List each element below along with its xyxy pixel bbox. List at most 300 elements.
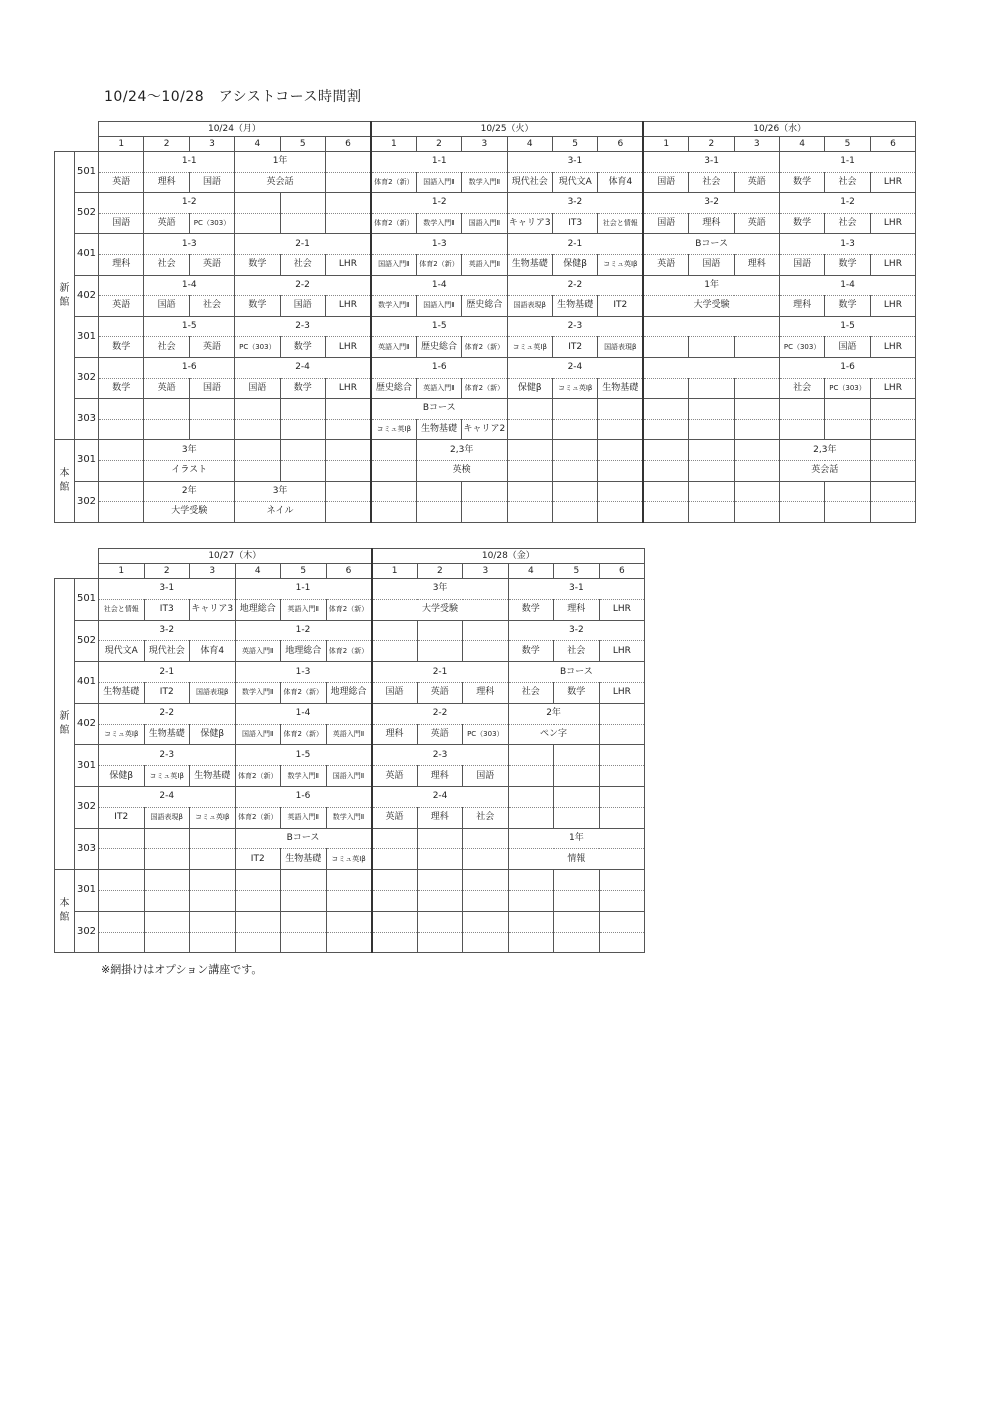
- subject-cell: 生物基礎: [552, 296, 597, 317]
- subject-cell: LHR: [870, 296, 915, 317]
- subject-cell: 数学: [779, 213, 824, 234]
- subject-cell: 数学入門Ⅱ: [371, 296, 416, 317]
- room-label: 501: [75, 152, 99, 193]
- class-group-cell: [235, 440, 280, 461]
- subject-cell: [416, 502, 461, 523]
- class-group-cell: 2-1: [235, 234, 371, 255]
- period-header: 2: [689, 137, 734, 152]
- class-group-cell: [507, 481, 552, 502]
- subject-cell: PC（303）: [825, 378, 870, 399]
- subject-cell: 社会: [779, 378, 824, 399]
- class-group-cell: [870, 481, 915, 502]
- subject-cell: イラスト: [144, 460, 235, 481]
- class-group-cell: 3-1: [99, 579, 236, 600]
- class-group-cell: 2-1: [507, 234, 643, 255]
- class-group-cell: [281, 870, 327, 891]
- class-group-cell: [144, 911, 190, 932]
- subject-cell: [190, 932, 236, 953]
- subject-cell: [689, 460, 734, 481]
- subject-cell: 数学: [779, 172, 824, 193]
- class-group-cell: [734, 399, 779, 420]
- class-group-cell: 1-4: [371, 275, 507, 296]
- subject-cell: [643, 337, 688, 358]
- class-group-cell: 3年: [372, 579, 509, 600]
- class-group-cell: [416, 481, 461, 502]
- subject-cell: 国語入門Ⅱ: [371, 254, 416, 275]
- subject-cell: 保健β: [507, 378, 552, 399]
- subject-cell: [552, 460, 597, 481]
- class-group-cell: 1-5: [371, 316, 507, 337]
- subject-cell: [779, 419, 824, 440]
- subject-cell: 社会: [825, 213, 870, 234]
- subject-cell: [643, 419, 688, 440]
- subject-cell: [417, 849, 463, 870]
- class-group-cell: [598, 481, 643, 502]
- subject-cell: 体育2（新）: [416, 254, 461, 275]
- class-group-cell: 3-1: [643, 152, 779, 173]
- subject-cell: [99, 419, 144, 440]
- subject-cell: [325, 213, 370, 234]
- room-label: 402: [75, 703, 99, 745]
- class-group-cell: 1-2: [235, 620, 372, 641]
- class-group-cell: [189, 399, 234, 420]
- subject-cell: 現代文A: [99, 641, 145, 662]
- class-group-cell: [599, 745, 645, 766]
- subject-cell: 体育2（新）: [462, 337, 507, 358]
- day-header: 10/26（水）: [643, 122, 915, 137]
- room-label: 401: [75, 234, 99, 275]
- class-group-cell: [463, 828, 509, 849]
- class-group-cell: 2-2: [235, 275, 371, 296]
- class-group-cell: [99, 870, 145, 891]
- class-group-cell: [144, 870, 190, 891]
- subject-cell: 国語表現β: [598, 337, 643, 358]
- subject-cell: [599, 724, 645, 745]
- subject-cell: [508, 807, 554, 828]
- class-group-cell: 2-3: [99, 745, 236, 766]
- class-group-cell: [371, 481, 416, 502]
- period-header: 5: [281, 564, 327, 579]
- class-group-cell: 2,3年: [779, 440, 870, 461]
- subject-cell: 数学入門Ⅱ: [326, 807, 372, 828]
- period-header: 3: [189, 137, 234, 152]
- room-label: 302: [75, 481, 99, 522]
- class-group-cell: [99, 152, 144, 173]
- subject-cell: [235, 419, 280, 440]
- subject-cell: 大学受験: [144, 502, 235, 523]
- class-group-cell: [281, 911, 327, 932]
- subject-cell: 国語: [99, 213, 144, 234]
- subject-cell: 国語入門Ⅱ: [416, 296, 461, 317]
- subject-cell: コミュ英Ⅰβ: [190, 807, 236, 828]
- class-group-cell: 2-1: [99, 662, 236, 683]
- subject-cell: 数学: [280, 337, 325, 358]
- period-header: 3: [734, 137, 779, 152]
- subject-cell: 地理総合: [326, 682, 372, 703]
- class-group-cell: 1-6: [779, 357, 915, 378]
- subject-cell: [326, 890, 372, 911]
- class-group-cell: [552, 399, 597, 420]
- subject-cell: [281, 932, 327, 953]
- subject-cell: 保健β: [552, 254, 597, 275]
- subject-cell: 数学入門Ⅱ: [281, 766, 327, 787]
- subject-cell: IT2: [552, 337, 597, 358]
- subject-cell: [371, 502, 416, 523]
- class-group-cell: [99, 399, 144, 420]
- period-header: 3: [190, 564, 236, 579]
- subject-cell: 国語表現β: [144, 807, 190, 828]
- class-group-cell: [779, 481, 824, 502]
- subject-cell: 体育2（新）: [281, 724, 327, 745]
- class-group-cell: [325, 152, 370, 173]
- class-group-cell: 2-3: [507, 316, 643, 337]
- subject-cell: [325, 460, 370, 481]
- class-group-cell: 2-1: [372, 662, 509, 683]
- subject-cell: IT2: [598, 296, 643, 317]
- class-group-cell: [552, 440, 597, 461]
- subject-cell: 国語: [235, 378, 280, 399]
- subject-cell: LHR: [870, 378, 915, 399]
- day-header: 10/24（月）: [99, 122, 371, 137]
- class-group-cell: [235, 193, 280, 214]
- subject-cell: ペン字: [508, 724, 599, 745]
- subject-cell: 生物基礎: [281, 849, 327, 870]
- class-group-cell: 3-2: [99, 620, 236, 641]
- class-group-cell: [417, 828, 463, 849]
- subject-cell: [599, 932, 645, 953]
- subject-cell: [371, 460, 416, 481]
- subject-cell: [554, 766, 600, 787]
- class-group-cell: 1-5: [144, 316, 235, 337]
- room-label: 302: [75, 911, 99, 953]
- subject-cell: LHR: [325, 254, 370, 275]
- subject-cell: LHR: [870, 172, 915, 193]
- subject-cell: [325, 419, 370, 440]
- class-group-cell: 1-4: [235, 703, 372, 724]
- class-group-cell: [870, 440, 915, 461]
- class-group-cell: 1-2: [371, 193, 507, 214]
- class-group-cell: 1-6: [144, 357, 235, 378]
- subject-cell: コミュ英Ⅰβ: [371, 419, 416, 440]
- subject-cell: 理科: [779, 296, 824, 317]
- building-label: 新館: [55, 579, 75, 870]
- period-header: 6: [870, 137, 915, 152]
- class-group-cell: [99, 440, 144, 461]
- period-header: 6: [598, 137, 643, 152]
- class-group-cell: [507, 399, 552, 420]
- subject-cell: 現代社会: [507, 172, 552, 193]
- subject-cell: PC（303）: [189, 213, 234, 234]
- subject-cell: 地理総合: [235, 599, 281, 620]
- subject-cell: 国語入門Ⅱ: [416, 172, 461, 193]
- subject-cell: LHR: [870, 213, 915, 234]
- room-label: 402: [75, 275, 99, 316]
- day-header: 10/28（金）: [372, 549, 645, 564]
- subject-cell: 体育4: [598, 172, 643, 193]
- subject-cell: LHR: [599, 599, 645, 620]
- subject-cell: 数学入門Ⅱ: [235, 682, 281, 703]
- class-group-cell: 2-4: [235, 357, 371, 378]
- class-group-cell: 2-4: [372, 786, 509, 807]
- class-group-cell: 3-1: [507, 152, 643, 173]
- class-group-cell: [554, 870, 600, 891]
- subject-cell: 理科: [463, 682, 509, 703]
- subject-cell: 体育2（新）: [235, 807, 281, 828]
- subject-cell: 現代文A: [552, 172, 597, 193]
- subject-cell: IT3: [552, 213, 597, 234]
- building-label: 本館: [55, 440, 75, 522]
- subject-cell: 英語入門Ⅱ: [281, 807, 327, 828]
- class-group-cell: Bコース: [371, 399, 507, 420]
- subject-cell: 体育2（新）: [462, 378, 507, 399]
- subject-cell: キャリア2: [462, 419, 507, 440]
- subject-cell: [599, 890, 645, 911]
- subject-cell: 数学: [235, 254, 280, 275]
- subject-cell: 国語表現β: [190, 682, 236, 703]
- class-group-cell: [508, 745, 554, 766]
- subject-cell: [643, 502, 688, 523]
- room-label: 303: [75, 399, 99, 440]
- subject-cell: IT2: [144, 682, 190, 703]
- subject-cell: [689, 337, 734, 358]
- period-header: 1: [99, 137, 144, 152]
- class-group-cell: [463, 620, 509, 641]
- class-group-cell: 1-5: [235, 745, 372, 766]
- class-group-cell: [599, 786, 645, 807]
- page-title: 10/24〜10/28 アシストコース時間割: [104, 89, 362, 105]
- class-group-cell: 2-2: [507, 275, 643, 296]
- subject-cell: 社会: [508, 682, 554, 703]
- class-group-cell: 1-1: [371, 152, 507, 173]
- class-group-cell: [99, 234, 144, 255]
- subject-cell: 国語入門Ⅱ: [326, 766, 372, 787]
- period-header: 2: [144, 564, 190, 579]
- subject-cell: [325, 172, 370, 193]
- period-header: 5: [825, 137, 870, 152]
- subject-cell: [508, 766, 554, 787]
- class-group-cell: [326, 911, 372, 932]
- period-header: 3: [462, 137, 507, 152]
- class-group-cell: 3-1: [508, 579, 645, 600]
- class-group-cell: 2-2: [372, 703, 509, 724]
- class-group-cell: [689, 481, 734, 502]
- subject-cell: 体育2（新）: [371, 172, 416, 193]
- subject-cell: 情報: [508, 849, 645, 870]
- subject-cell: [689, 502, 734, 523]
- subject-cell: 国語: [189, 172, 234, 193]
- subject-cell: [372, 641, 418, 662]
- subject-cell: PC（303）: [779, 337, 824, 358]
- class-group-cell: 3-2: [643, 193, 779, 214]
- subject-cell: 体育2（新）: [326, 641, 372, 662]
- subject-cell: [779, 502, 824, 523]
- class-group-cell: 1-2: [144, 193, 235, 214]
- subject-cell: 国語: [825, 337, 870, 358]
- subject-cell: 英語: [189, 337, 234, 358]
- subject-cell: [508, 932, 554, 953]
- subject-cell: [326, 932, 372, 953]
- class-group-cell: [190, 870, 236, 891]
- room-label: 301: [75, 440, 99, 481]
- class-group-cell: 2-3: [235, 316, 371, 337]
- period-header: 6: [599, 564, 645, 579]
- subject-cell: コミュ英Ⅰβ: [507, 337, 552, 358]
- subject-cell: 数学: [554, 682, 600, 703]
- subject-cell: [599, 766, 645, 787]
- class-group-cell: 2-4: [507, 357, 643, 378]
- class-group-cell: [508, 870, 554, 891]
- class-group-cell: 2-3: [372, 745, 509, 766]
- subject-cell: 英語入門Ⅱ: [462, 254, 507, 275]
- subject-cell: [235, 932, 281, 953]
- subject-cell: [280, 419, 325, 440]
- class-group-cell: [825, 399, 870, 420]
- class-group-cell: [643, 481, 688, 502]
- class-group-cell: 1年: [235, 152, 326, 173]
- subject-cell: 英語入門Ⅱ: [281, 599, 327, 620]
- subject-cell: [734, 460, 779, 481]
- subject-cell: [508, 890, 554, 911]
- class-group-cell: [463, 870, 509, 891]
- subject-cell: [325, 502, 370, 523]
- class-group-cell: 3-2: [507, 193, 643, 214]
- subject-cell: 英語: [372, 766, 418, 787]
- subject-cell: [280, 213, 325, 234]
- class-group-cell: [99, 828, 145, 849]
- class-group-cell: [372, 911, 418, 932]
- subject-cell: [235, 213, 280, 234]
- class-group-cell: [325, 481, 370, 502]
- class-group-cell: 2-2: [99, 703, 236, 724]
- period-header: 2: [144, 137, 189, 152]
- class-group-cell: 1-6: [235, 786, 372, 807]
- period-header: 5: [554, 564, 600, 579]
- class-group-cell: [599, 870, 645, 891]
- class-group-cell: [689, 399, 734, 420]
- subject-cell: 数学: [825, 254, 870, 275]
- subject-cell: LHR: [325, 296, 370, 317]
- subject-cell: 英語: [99, 296, 144, 317]
- subject-cell: [734, 419, 779, 440]
- period-header: 1: [372, 564, 418, 579]
- subject-cell: [870, 460, 915, 481]
- class-group-cell: [325, 193, 370, 214]
- subject-cell: 国語: [643, 172, 688, 193]
- class-group-cell: [417, 911, 463, 932]
- class-group-cell: [144, 828, 190, 849]
- subject-cell: [463, 641, 509, 662]
- subject-cell: IT2: [235, 849, 281, 870]
- class-group-cell: [734, 481, 779, 502]
- subject-cell: 英語: [99, 172, 144, 193]
- subject-cell: コミュ英Ⅰβ: [99, 724, 145, 745]
- class-group-cell: [417, 870, 463, 891]
- subject-cell: 社会: [825, 172, 870, 193]
- subject-cell: [463, 849, 509, 870]
- subject-cell: 英語: [189, 254, 234, 275]
- subject-cell: 社会と情報: [99, 599, 145, 620]
- class-group-cell: [508, 786, 554, 807]
- class-group-cell: [280, 440, 325, 461]
- subject-cell: 英会話: [235, 172, 326, 193]
- class-group-cell: [825, 481, 870, 502]
- class-group-cell: [99, 481, 144, 502]
- subject-cell: 英語入門Ⅱ: [326, 724, 372, 745]
- class-group-cell: [99, 275, 144, 296]
- subject-cell: 体育2（新）: [281, 682, 327, 703]
- class-group-cell: 3年: [235, 481, 326, 502]
- class-group-cell: [99, 357, 144, 378]
- class-group-cell: [554, 786, 600, 807]
- period-header: 5: [552, 137, 597, 152]
- class-group-cell: [689, 440, 734, 461]
- class-group-cell: [643, 440, 688, 461]
- subject-cell: IT2: [99, 807, 145, 828]
- subject-cell: [99, 849, 145, 870]
- subject-cell: [463, 890, 509, 911]
- class-group-cell: [144, 399, 189, 420]
- subject-cell: 国語: [144, 296, 189, 317]
- subject-cell: 体育2（新）: [235, 766, 281, 787]
- subject-cell: 国語: [463, 766, 509, 787]
- class-group-cell: [870, 399, 915, 420]
- subject-cell: LHR: [599, 682, 645, 703]
- class-group-cell: [643, 357, 779, 378]
- subject-cell: 英検: [416, 460, 507, 481]
- subject-cell: [417, 890, 463, 911]
- room-label: 502: [75, 620, 99, 662]
- class-group-cell: [554, 911, 600, 932]
- subject-cell: [417, 641, 463, 662]
- subject-cell: 英語: [417, 682, 463, 703]
- class-group-cell: [99, 193, 144, 214]
- period-header: 1: [643, 137, 688, 152]
- period-header: 4: [508, 564, 554, 579]
- class-group-cell: [599, 703, 645, 724]
- class-group-cell: [280, 193, 325, 214]
- class-group-cell: [417, 620, 463, 641]
- class-group-cell: [643, 399, 688, 420]
- class-group-cell: [235, 870, 281, 891]
- subject-cell: 生物基礎: [99, 682, 145, 703]
- subject-cell: 理科: [554, 599, 600, 620]
- subject-cell: [734, 337, 779, 358]
- subject-cell: LHR: [325, 337, 370, 358]
- subject-cell: 英語: [734, 172, 779, 193]
- subject-cell: 現代社会: [144, 641, 190, 662]
- subject-cell: 国語: [689, 254, 734, 275]
- subject-cell: [144, 932, 190, 953]
- subject-cell: [462, 502, 507, 523]
- subject-cell: 国語: [779, 254, 824, 275]
- subject-cell: [643, 460, 688, 481]
- subject-cell: 社会: [144, 254, 189, 275]
- class-group-cell: 2,3年: [416, 440, 507, 461]
- subject-cell: [463, 932, 509, 953]
- subject-cell: [870, 502, 915, 523]
- subject-cell: 理科: [99, 254, 144, 275]
- class-group-cell: [779, 399, 824, 420]
- subject-cell: [99, 460, 144, 481]
- period-header: 4: [235, 137, 280, 152]
- subject-cell: [734, 378, 779, 399]
- class-group-cell: 1-1: [144, 152, 235, 173]
- class-group-cell: [326, 870, 372, 891]
- class-group-cell: [598, 440, 643, 461]
- subject-cell: 国語: [189, 378, 234, 399]
- class-group-cell: [371, 440, 416, 461]
- subject-cell: 生物基礎: [416, 419, 461, 440]
